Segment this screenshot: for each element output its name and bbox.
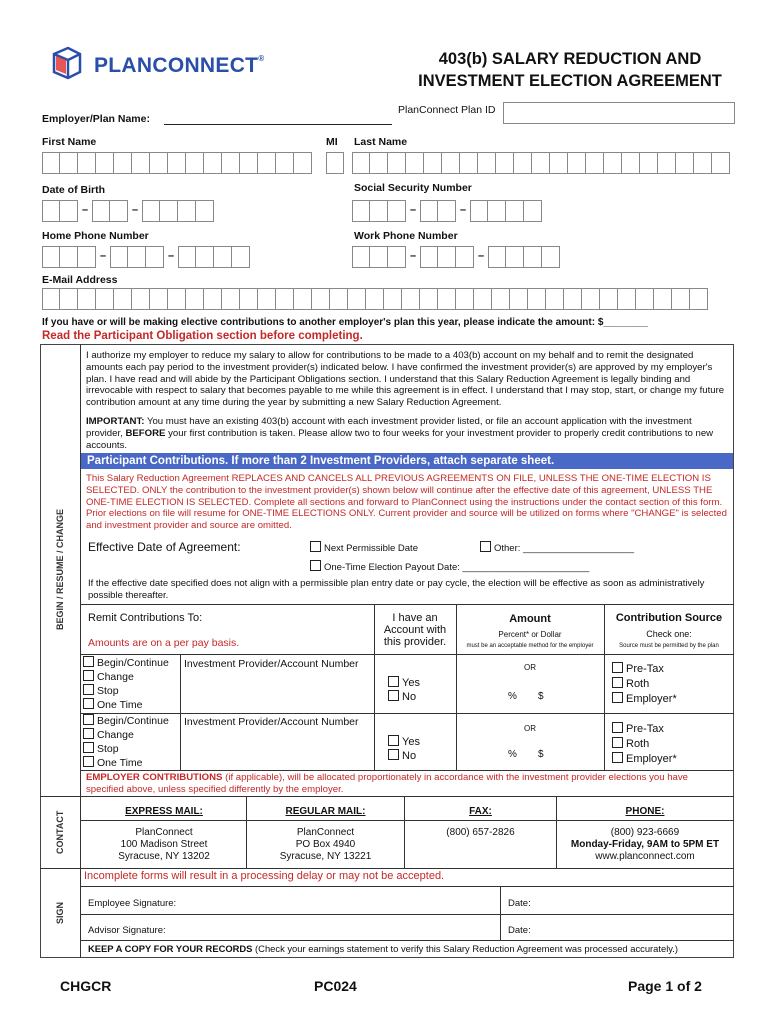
change-option-2[interactable]: Change: [83, 728, 169, 742]
incomplete-forms-notice: Incomplete forms will result in a processing delay or may not be accepted.: [84, 870, 445, 882]
first-name-label: First Name: [42, 136, 97, 148]
source-tiny-note: Source must be permitted by the plan: [619, 643, 719, 649]
effective-date-note: If the effective date specified does not align with a permissible plan entry date or pay cycle, the election will be effective as soon as administratively possible thereafter.: [88, 578, 705, 601]
email-boxes[interactable]: [42, 288, 708, 310]
advisor-signature-label: Advisor Signature:: [88, 925, 166, 936]
dollar-field-2[interactable]: $: [538, 749, 544, 760]
change-option-1[interactable]: Change: [83, 670, 169, 684]
amount-tiny-note: must be an acceptable method for the employer: [466, 643, 594, 649]
phone-header: PHONE:: [625, 806, 665, 817]
amount-or-1: OR: [524, 663, 536, 672]
logo: PLANCONNECT®: [46, 44, 296, 84]
ssn-label: Social Security Number: [354, 182, 472, 194]
dob-boxes[interactable]: – –: [42, 200, 214, 222]
advisor-signature-field[interactable]: [176, 922, 498, 938]
fax-header: FAX:: [469, 806, 492, 817]
advisor-date-label: Date:: [508, 925, 531, 936]
email-label: E-Mail Address: [42, 274, 118, 286]
employer-plan-field[interactable]: [164, 124, 392, 125]
account-yes-no-1: [388, 676, 420, 704]
effective-date-label: Effective Date of Agreement:: [88, 540, 241, 554]
provider-row-1-options: [83, 656, 169, 712]
amount-subheader: Percent* or Dollar: [498, 630, 562, 639]
source-header: Contribution Source: [615, 612, 723, 624]
amount-or-2: OR: [524, 724, 536, 733]
begin-continue-option-1[interactable]: Begin/Continue: [83, 656, 169, 670]
one-time-option-2[interactable]: One Time: [83, 756, 169, 770]
plan-id-field[interactable]: [503, 102, 735, 124]
source-pretax-2[interactable]: Pre-Tax: [612, 722, 677, 737]
source-roth-1[interactable]: Roth: [612, 677, 677, 692]
express-mail-address: PlanConnect 100 Madison Street Syracuse, NY 13202: [118, 827, 210, 862]
dollar-field-1[interactable]: $: [538, 691, 544, 702]
important-text: IMPORTANT: You must have an existing 403(b) account with each investment provider listed, or file an account application with the investment provider, BEFORE your first contribution is taken. Please allow two to four weeks for your investment provider to properly credit contributions to new accounts.: [86, 416, 714, 451]
mi-label: MI: [326, 136, 338, 148]
website-link[interactable]: www.planconnect.com: [595, 851, 695, 862]
per-pay-note: Amounts are on a per pay basis.: [88, 637, 240, 649]
first-name-boxes[interactable]: [42, 152, 312, 174]
employer-contributions-note: EMPLOYER CONTRIBUTIONS (if applicable), will be allocated proportionately in accordance with the investment provider elections you have specified above, unless specified differently by the employer.: [86, 772, 689, 795]
provider-account-label-1: Investment Provider/Account Number: [184, 658, 359, 670]
stop-option-1[interactable]: Stop: [83, 684, 169, 698]
source-employer-2[interactable]: Employer*: [612, 752, 677, 767]
employee-signature-field[interactable]: [182, 896, 498, 912]
home-phone-boxes[interactable]: – –: [42, 246, 250, 268]
fax-number: (800) 657-2826: [446, 827, 515, 838]
footer-page-number: Page 1 of 2: [628, 978, 702, 994]
footer-form-code: CHGCR: [60, 978, 112, 994]
other-employer-amount: If you have or will be making elective contributions to another employer's plan this year, please indicate the amount: $________: [42, 317, 648, 328]
dob-label: Date of Birth: [42, 184, 105, 196]
regular-mail-address: PlanConnect PO Box 4940 Syracuse, NY 13221: [279, 827, 372, 862]
account-yes-1[interactable]: Yes: [388, 676, 420, 690]
replaces-text: This Salary Reduction Agreement REPLACES AND CANCELS ALL PREVIOUS AGREEMENTS ON FILE, UNLESS THE ONE-TIME ELECTION IS SELECTED. ONLY the contribution to the investment provider(s) shown below will continue after the effective date of this agreement, UNLESS THE ONE-TIME ELECTION IS SELECTED. Complete all sections and forward to PlanConnect using the instructions under the contact section of this form. Prior elections on file will resume for ONE-TIME ELECTIONS ONLY. Current provider and source will be utilized on forms where "CHANGE" is selected and investment provider and source are omitted.: [86, 473, 727, 532]
account-yes-no-2: [388, 735, 420, 763]
keep-copy-notice: KEEP A COPY FOR YOUR RECORDS (Check your earnings statement to verify this Salary Reduction Agreement was processed accurately.): [88, 943, 678, 954]
next-permissible-option[interactable]: Next Permissible Date: [310, 541, 418, 554]
amount-header: Amount: [509, 613, 551, 625]
participant-contributions-bar: Participant Contributions. If more than 2 Investment Providers, attach separate sheet.: [81, 453, 733, 469]
other-date-option[interactable]: Other: _____________________: [480, 541, 634, 554]
read-obligation-notice: Read the Participant Obligation section before completing.: [42, 330, 363, 342]
side-label-sign: SIGN: [55, 902, 65, 925]
home-phone-label: Home Phone Number: [42, 230, 149, 242]
onetime-payout-checkbox[interactable]: [310, 560, 321, 571]
express-mail-header: EXPRESS MAIL:: [125, 806, 203, 817]
form-title: 403(b) SALARY REDUCTION AND INVESTMENT ELECTION AGREEMENT: [418, 50, 722, 90]
onetime-payout-option[interactable]: One-Time Election Payout Date: ________________________: [310, 560, 589, 573]
employer-plan-label: Employer/Plan Name:: [42, 113, 150, 125]
work-phone-label: Work Phone Number: [354, 230, 458, 242]
account-no-2[interactable]: No: [388, 749, 420, 763]
phone-contact: (800) 923-6669 Monday-Friday, 9AM to 5PM ET www.planconnect.com: [557, 827, 733, 863]
employee-signature-label: Employee Signature:: [88, 898, 177, 909]
regular-mail-header: REGULAR MAIL:: [285, 806, 366, 817]
mi-box[interactable]: [326, 152, 344, 174]
ssn-boxes[interactable]: – –: [352, 200, 542, 222]
one-time-option-1[interactable]: One Time: [83, 698, 169, 712]
provider-account-label-2: Investment Provider/Account Number: [184, 716, 359, 728]
last-name-boxes[interactable]: [352, 152, 730, 174]
last-name-label: Last Name: [354, 136, 408, 148]
provider-row-2-options: [83, 714, 169, 770]
account-yes-2[interactable]: Yes: [388, 735, 420, 749]
authorization-text: I authorize my employer to reduce my salary to allow for contributions to be made to a 403(b) account on my behalf and to remit the designated amounts each pay period to the investment provider(s) indicated below. I have confirmed the investment provider(s) are approved by my employer's plan. I have read and will abide by the Participant Obligations section. I understand that this Salary Reduction Agreement is legally binding and irrevocable with respect to salary that becomes payable to me while this agreement is in effect. I understand that I may stop, start, or change my future contribution amount at any time during the year by submitting a new Salary Reduction Agreement.: [86, 350, 725, 409]
planconnect-logo-icon: [46, 44, 86, 84]
side-label-begin: BEGIN / RESUME / CHANGE: [55, 508, 65, 630]
percent-field-1[interactable]: %: [508, 691, 517, 702]
begin-continue-option-2[interactable]: Begin/Continue: [83, 714, 169, 728]
source-pretax-1[interactable]: Pre-Tax: [612, 662, 677, 677]
employee-date-label: Date:: [508, 898, 531, 909]
logo-text: PLANCONNECT: [94, 54, 259, 77]
account-header: I have an Account with this provider.: [383, 612, 447, 648]
account-no-1[interactable]: No: [388, 690, 420, 704]
percent-field-2[interactable]: %: [508, 749, 517, 760]
stop-option-2[interactable]: Stop: [83, 742, 169, 756]
footer-form-number: PC024: [314, 978, 357, 994]
source-roth-2[interactable]: Roth: [612, 737, 677, 752]
side-label-contact: CONTACT: [55, 810, 65, 854]
remit-label: Remit Contributions To:: [88, 612, 203, 624]
source-options-1: [612, 662, 677, 707]
source-options-2: [612, 722, 677, 767]
source-employer-1[interactable]: Employer*: [612, 692, 677, 707]
plan-id-label: PlanConnect Plan ID: [398, 104, 496, 116]
next-permissible-checkbox[interactable]: [310, 541, 321, 552]
other-date-checkbox[interactable]: [480, 541, 491, 552]
source-subheader: Check one:: [646, 629, 692, 639]
work-phone-boxes[interactable]: – –: [352, 246, 560, 268]
